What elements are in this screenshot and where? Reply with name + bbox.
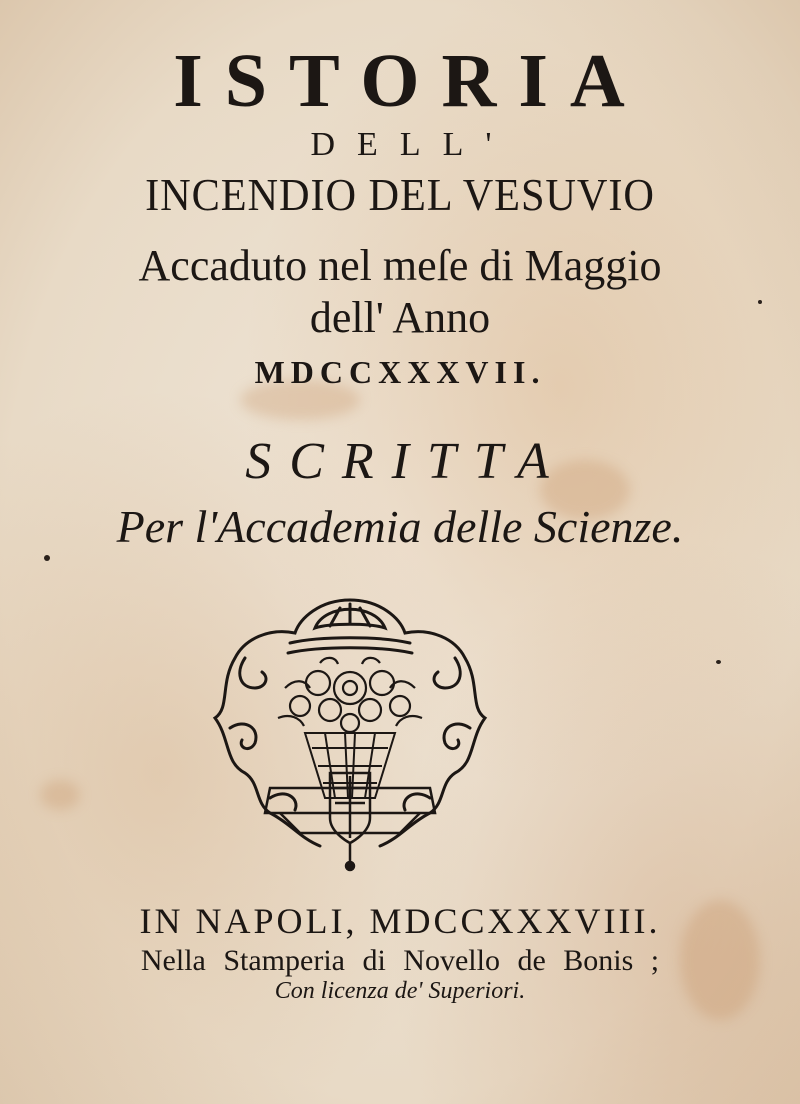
book-title: ISTORIA	[173, 39, 647, 123]
occurred-line: Accaduto nel meſe di Maggio	[138, 241, 662, 290]
title-dell: DELL'	[310, 126, 514, 163]
imprint-place-date: IN NAPOLI, MDCCXXXVIII.	[139, 901, 661, 941]
year-roman: MDCCXXXVII.	[254, 354, 546, 390]
basket-of-flowers-ornament	[200, 588, 500, 873]
paper-stain	[40, 780, 80, 810]
imprint-license: Con licenza de' Superiori.	[274, 978, 526, 1004]
year-line: dell' Anno	[309, 293, 491, 342]
imprint-printer: Nella Stamperia di Novello de Bonis ;	[140, 944, 660, 977]
written-heading: SCRITTA	[245, 433, 567, 490]
ink-speck	[44, 555, 50, 561]
ink-speck	[716, 660, 721, 664]
written-for: Per l'Accademia delle Scienze.	[116, 501, 684, 552]
title-subject: INCENDIO DEL VESUVIO	[145, 169, 655, 220]
